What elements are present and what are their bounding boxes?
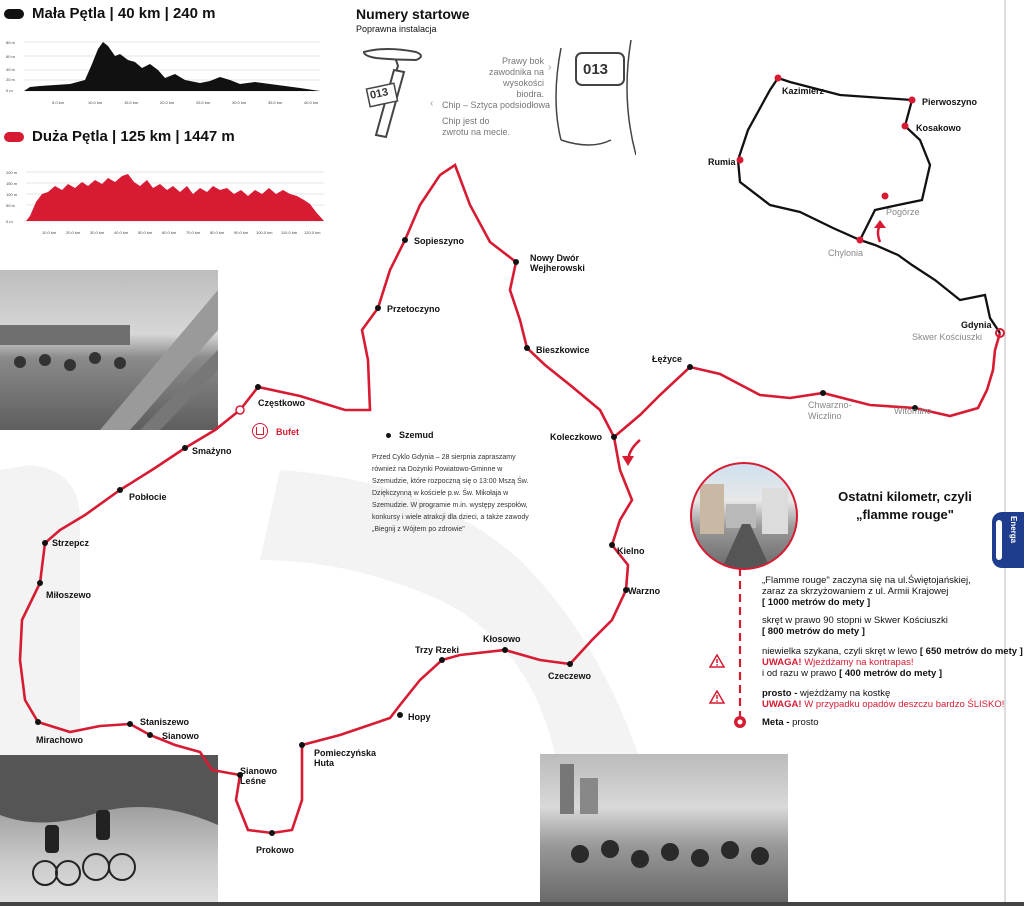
big-xtick: 50.0 km: [138, 230, 153, 235]
flamme-timeline: [730, 566, 750, 736]
small-loop-route: [738, 78, 1000, 333]
town-label: Łężyce: [652, 354, 683, 364]
town-label: Miłoszewo: [46, 590, 92, 600]
flamme-line10b: W przypadku opadów deszczu bardzo ŚLISKO!: [804, 699, 1005, 710]
small-ytick: 0 m: [6, 88, 13, 93]
town-label-grey: Witomino: [894, 406, 932, 416]
town-label-grey: Pogórze: [886, 207, 920, 217]
big-xtick: 80.0 km: [210, 230, 225, 235]
energa-side-tab: [992, 512, 1024, 568]
town-label: Kazimierz: [782, 86, 825, 96]
small-ytick: 40 m: [6, 67, 15, 72]
town-label: Trzy Rzeki: [415, 645, 460, 655]
town-label: Rumia: [708, 157, 736, 167]
small-xtick: 40.0 km: [304, 100, 319, 105]
town-label: Pobłocie: [129, 492, 167, 502]
start-numbers-subtitle: Poprawna instalacja: [356, 24, 437, 34]
big-ytick: 100 m: [6, 192, 18, 197]
small-ytick: 80 m: [6, 40, 15, 45]
flamme-line8b: [ 400 metrów do mety ]: [839, 668, 943, 679]
town-label: Staniszewo: [140, 717, 190, 727]
warning-label: UWAGA!: [762, 699, 802, 710]
flamme-line6a: niewielka szykana, czyli skręt w lewo: [762, 646, 918, 657]
town-label: Smażyno: [192, 446, 232, 456]
big-xtick: 10.0 km: [42, 230, 57, 235]
town-label-grey: Chylonia: [828, 248, 864, 258]
town-label: Gdynia: [961, 320, 992, 330]
warning-icon: [709, 690, 725, 704]
town-label: Pierwoszyno: [922, 97, 978, 107]
szemud-marker: [386, 433, 391, 438]
big-xtick: 30.0 km: [90, 230, 105, 235]
flamme-line4: skręt w prawo 90 stopni w Skwer Kościuszki: [762, 615, 948, 626]
big-ytick: 0 m: [6, 219, 13, 224]
town-label: Mirachowo: [36, 735, 84, 745]
small-ytick: 20 m: [6, 77, 15, 82]
big-loop-title-text: Duża Pętla | 125 km | 1447 m: [32, 128, 235, 145]
energa-label: Energa: [1009, 516, 1018, 544]
chip-return-note: Chip jest do zwrotu na mecie.: [442, 116, 511, 137]
town-label: Sianowo Leśne: [240, 766, 278, 786]
big-xtick: 110.0 km: [281, 230, 298, 235]
flamme-line9a: prosto -: [762, 688, 798, 699]
meta-direction: prosto: [792, 717, 819, 728]
flamme-line6: [762, 646, 1023, 657]
big-xtick: 20.0 km: [66, 230, 81, 235]
body-plate-number: 013: [583, 61, 609, 78]
flamme-photo: [690, 462, 798, 570]
right-side-note: Prawy bok zawodnika na wysokości biodra.: [488, 56, 544, 99]
flamme-line3: [ 1000 metrów do mety ]: [762, 597, 871, 608]
big-xtick: 70.0 km: [186, 230, 201, 235]
flamme-line7: [762, 657, 914, 668]
big-xtick: 40.0 km: [114, 230, 129, 235]
town-label: Prokowo: [256, 845, 295, 855]
town-label: Warzno: [628, 586, 661, 596]
small-loop-title-text: Mała Pętla | 40 km | 240 m: [32, 5, 216, 22]
town-label: Pomieczyńska Huta: [314, 748, 377, 768]
town-label: Kłosowo: [483, 634, 521, 644]
flamme-line9b: wjeżdżamy na kostkę: [800, 688, 891, 699]
town-label: Sopieszyno: [414, 236, 465, 246]
bufet-label: Bufet: [276, 427, 299, 437]
flamme-line2: zaraz za skrzyżowaniem z ul. Armii Krajowej: [762, 586, 949, 597]
small-xtick: 15.0 km: [124, 100, 139, 105]
small-xtick: 5.0 km: [52, 100, 65, 105]
small-xtick: 20.0 km: [160, 100, 175, 105]
warning-label: UWAGA!: [762, 657, 802, 668]
small-xtick: 30.0 km: [232, 100, 247, 105]
big-xtick: 120.0 km: [304, 230, 321, 235]
bufet-marker: [236, 406, 244, 414]
arrow-left-icon: ‹: [430, 98, 434, 109]
flamme-line5: [ 800 metrów do mety ]: [762, 626, 865, 637]
town-label: Koleczkowo: [550, 432, 603, 442]
town-label-grey: Chwarzno-Wiczlino: [808, 400, 852, 421]
bottom-bar: [0, 902, 1024, 906]
big-ytick: 150 m: [6, 181, 18, 186]
flamme-line8: [762, 668, 942, 679]
flamme-line6b: [ 650 metrów do mety ]: [919, 646, 1023, 657]
start-numbers-title: Numery startowe: [356, 6, 470, 22]
town-label: Strzepcz: [52, 538, 90, 548]
town-label: Kielno: [617, 546, 645, 556]
flamme-line1: „Flamme rouge" zaczyna się na ul.Świętojańskiej,: [762, 575, 971, 586]
town-label: Przetoczyno: [387, 304, 441, 314]
arrow-right-icon: ›: [548, 62, 552, 73]
flamme-line8a: i od razu w prawo: [762, 668, 837, 679]
town-label-grey: Skwer Kościuszki: [912, 332, 983, 342]
town-label: Częstkowo: [258, 398, 306, 408]
town-label: Bieszkowice: [536, 345, 590, 355]
small-ytick: 60 m: [6, 54, 15, 59]
town-label: Kosakowo: [916, 123, 962, 133]
small-xtick: 10.0 km: [88, 100, 103, 105]
meta-label: Meta -: [762, 717, 790, 728]
town-label: Sianowo: [162, 731, 200, 741]
chip-note: Chip – Sztyca podsiodłowa: [442, 100, 551, 110]
warning-icon: [709, 654, 725, 668]
szemud-text: Przed Cyklo Gdynia – 28 sierpnia zapraszamy również na Dożynki Powiatowo-Gminne w Szemudzie, które rozpoczną się o 13:00 Mszą Św. Dziękczynną w kościele p.w. Św. Mikołaja w Szemudzie. W programie m.in. występy zespołów, konkursy i wiele atrakcji dla dzieci, a także zawody „Biegnij z Wójtem po zdrowie": [372, 454, 529, 533]
szemud-title: Szemud: [399, 430, 434, 440]
flamme-title: Ostatni kilometr, czyli „flamme rouge": [838, 489, 972, 522]
big-ytick: 200 m: [6, 170, 18, 175]
small-xtick: 25.0 km: [196, 100, 211, 105]
chip-plate-number: 013: [368, 86, 390, 102]
small-xtick: 35.0 km: [268, 100, 283, 105]
big-xtick: 90.0 km: [234, 230, 249, 235]
big-ytick: 50 m: [6, 203, 15, 208]
flamme-line10: [762, 699, 1004, 710]
town-label: Hopy: [408, 712, 431, 722]
flamme-line9: [762, 688, 890, 699]
big-xtick: 60.0 km: [162, 230, 177, 235]
town-label: Czeczewo: [548, 671, 592, 681]
town-label: Nowy Dwór Wejherowski: [530, 253, 585, 273]
flamme-meta: [762, 717, 819, 728]
flamme-line7b: Wjeżdżamy na kontrapas!: [804, 657, 914, 668]
cup-icon: [252, 423, 268, 439]
big-xtick: 100.0 km: [256, 230, 273, 235]
